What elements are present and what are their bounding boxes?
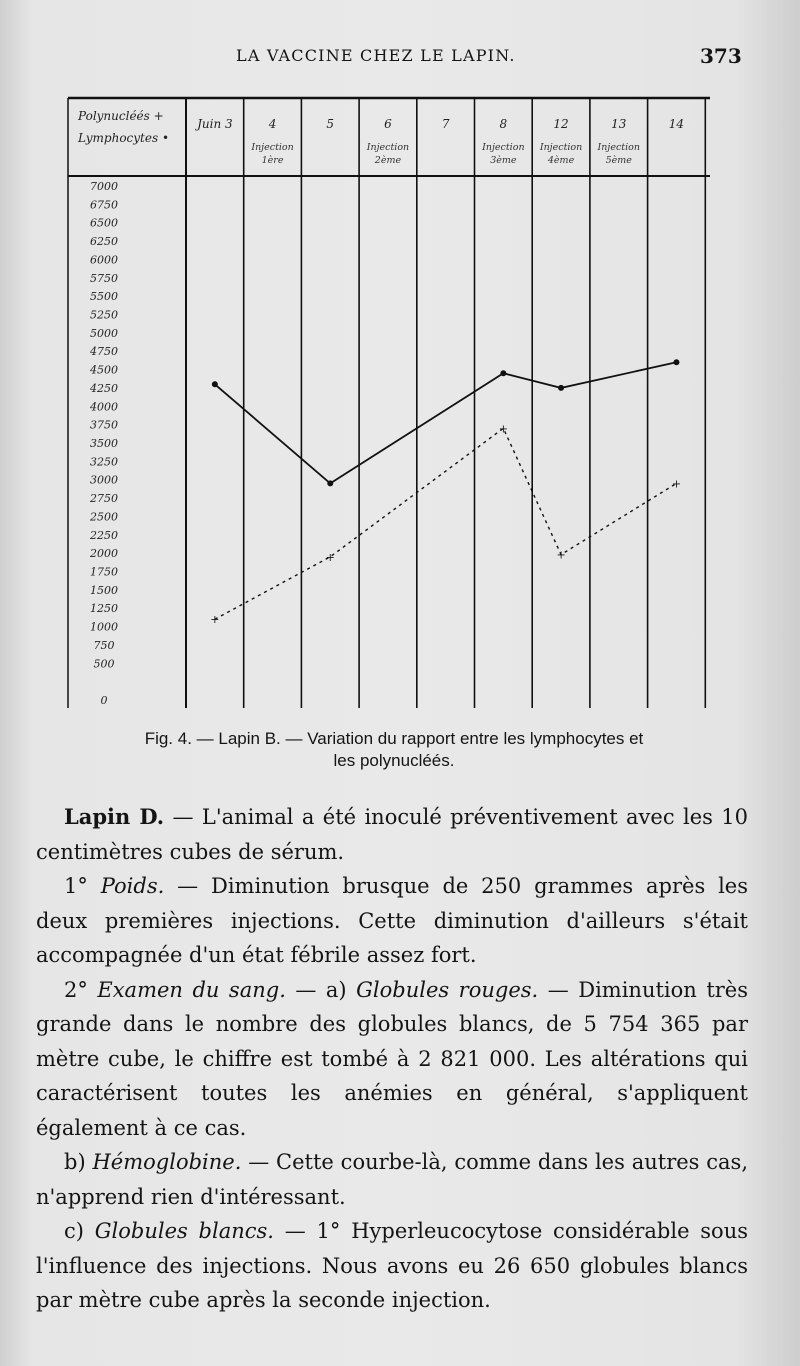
chart-y-tick-label: 3000 — [90, 473, 118, 487]
chart-y-tick-label: 5750 — [90, 271, 118, 285]
lymphocyte-data-point — [327, 480, 333, 486]
chart-column-note-label: 4ème — [547, 155, 575, 166]
chart-y-tick-label: 1000 — [90, 620, 118, 634]
chart-y-tick-label: 5250 — [90, 308, 118, 322]
paragraph-text: — Cette courbe-là, comme dans les autres cas, n'apprend rien d'intéressant. — [36, 1150, 749, 1209]
chart-column-day-label: 4 — [268, 117, 277, 131]
lymphocyte-data-point — [212, 381, 218, 387]
item-number: b) — [64, 1150, 93, 1174]
paragraph-globules-blancs — [36, 1214, 748, 1318]
item-number: 1° — [64, 874, 101, 898]
chart-y-tick-label: 3250 — [90, 455, 118, 469]
chart-y-tick-label: 5500 — [90, 290, 118, 304]
chart-y-tick-label: 4500 — [90, 363, 118, 377]
subject-label: Lapin D. — [64, 804, 165, 829]
item-label: Hémoglobine. — [92, 1150, 242, 1174]
figure-caption — [34, 728, 754, 772]
chart-y-tick-label: 3500 — [90, 437, 118, 450]
lymphocyte-polynuclear-chart — [60, 92, 720, 712]
chart-y-tick-label: 1250 — [90, 602, 118, 616]
polynuclear-data-point: + — [556, 548, 566, 562]
item-number: c) — [64, 1219, 95, 1243]
chart-y-tick-label: 4250 — [90, 381, 118, 395]
chart-column-note-label: Injection — [251, 142, 294, 153]
chart-column-day-label: 8 — [499, 117, 508, 131]
chart-y-tick-label: 750 — [93, 638, 115, 652]
chart-column-day-label: 7 — [441, 117, 450, 131]
item-number: 2° — [64, 977, 98, 1002]
chart-y-tick-label: 4000 — [90, 400, 118, 414]
paragraph-text: — 1° Hyperleucocytose considérable sous l'influence des injections. Nous avons eu 26 650 globules blancs par mètre cube après la seconde injection. — [36, 1219, 748, 1312]
chart-y-tick-label: 1750 — [90, 565, 118, 579]
chart-y-tick-label: 7000 — [90, 180, 118, 193]
paragraph-text: — L'animal a été inoculé préventivement avec les 10 centimètres cubes de sérum. — [36, 805, 749, 864]
caption-line-1: Fig. 4. — Lapin B. — Variation du rapport entre les lymphocytes et — [144, 729, 644, 748]
polynuclear-series-line — [215, 428, 677, 619]
chart-y-tick-label: 2250 — [90, 528, 118, 542]
chart-header-legend-label: Polynucléés + — [78, 109, 164, 123]
page-number: 373 — [700, 44, 742, 68]
chart-y-tick-label: 6250 — [90, 235, 118, 249]
chart-y-tick-label: 5000 — [90, 326, 118, 340]
paragraph-text: — Diminution brusque de 250 grammes après les deux premières injections. Cette diminution d'ailleurs s'était accompagnée d'un état fébrile assez fort. — [36, 874, 749, 967]
running-head — [0, 44, 800, 74]
item-separator: — a) — [285, 977, 357, 1002]
caption-line-2: les polynucléés. — [333, 751, 455, 770]
chart-y-tick-label: 2750 — [90, 492, 118, 506]
lymphocyte-data-point — [673, 359, 679, 365]
chart-column-note-label: 1ère — [261, 155, 284, 166]
item-label: Globules blancs. — [94, 1219, 274, 1243]
chart-y-tick-label: 2000 — [90, 547, 118, 561]
polynuclear-data-point: + — [498, 422, 508, 436]
item-label: Examen du sang. — [97, 977, 286, 1002]
chart-column-note-label: Injection — [366, 142, 410, 153]
item-label: Globules rouges. — [356, 977, 539, 1002]
lymphocyte-data-point — [500, 370, 506, 376]
chart-y-tick-label: 2500 — [90, 510, 118, 524]
body-text — [36, 800, 748, 1318]
chart-column-note-label: 2ème — [374, 155, 402, 166]
chart-column-note-label: Injection — [482, 142, 525, 153]
chart-y-tick-label: 6500 — [90, 216, 118, 230]
chart-y-tick-label: 6000 — [90, 253, 118, 267]
chart-y-tick-label: 1500 — [90, 583, 118, 597]
paragraph-poids — [36, 869, 748, 973]
chart-y-tick-label: 500 — [93, 657, 115, 671]
chart-column-note-label: 3ème — [490, 155, 517, 166]
paragraph-lapin-d — [36, 800, 748, 869]
chart-header-legend-label: Lymphocytes • — [78, 131, 170, 145]
running-title: LA VACCINE CHEZ LE LAPIN. — [236, 46, 516, 65]
chart-column-day-label: 5 — [326, 117, 335, 131]
chart-y-tick-label: 4750 — [90, 345, 118, 359]
item-label: Poids. — [100, 874, 165, 898]
polynuclear-data-point: + — [671, 477, 682, 491]
chart-column-note-label: Injection — [539, 142, 583, 153]
polynuclear-data-point: + — [210, 613, 220, 627]
chart-y-tick-label: 6750 — [90, 198, 118, 212]
paragraph-examen-sang — [36, 973, 748, 1146]
chart-column-day-label: 14 — [668, 117, 685, 131]
lymphocyte-series-line — [215, 362, 677, 483]
chart-y-tick-label: 0 — [100, 694, 108, 707]
chart-y-tick-label: 3750 — [90, 418, 118, 432]
lymphocyte-data-point — [558, 385, 564, 391]
paragraph-text: — Diminution très grande dans le nombre des globules blancs, de 5 754 365 par mètre cube, le chiffre est tombé à 2 821 000. Les altérations qui caractérisent toutes les anémies en général, s'appliquent également à ce cas. — [36, 977, 748, 1140]
paragraph-hemoglobine — [36, 1145, 748, 1214]
chart-column-day-label: 13 — [611, 117, 627, 131]
chart-column-note-label: 5ème — [605, 155, 632, 166]
chart-column-day-label: 6 — [384, 117, 392, 131]
chart-column-note-label: Injection — [597, 142, 640, 153]
chart-column-day-label: Juin 3 — [197, 117, 233, 131]
polynuclear-data-point: + — [325, 550, 335, 564]
chart-column-day-label: 12 — [553, 117, 569, 131]
